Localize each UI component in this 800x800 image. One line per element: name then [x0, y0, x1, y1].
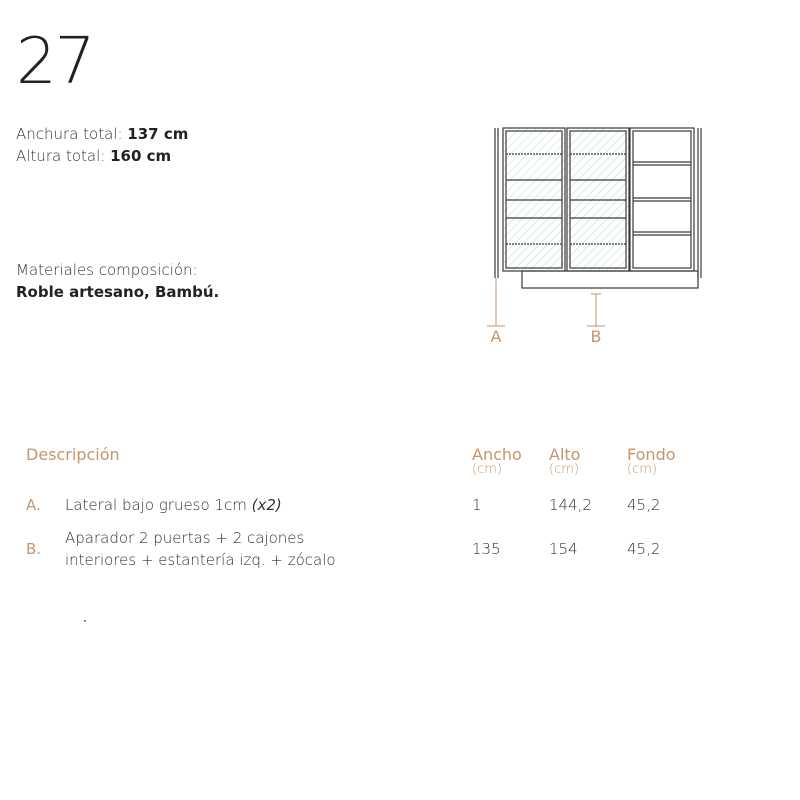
- header-description: Descripción: [26, 445, 120, 464]
- row-b-letter: B.: [26, 540, 42, 558]
- marker-a-label: A: [490, 327, 502, 346]
- row-a-description: [65, 494, 282, 516]
- materials-label: Materiales composición:: [16, 261, 198, 279]
- header-height: [549, 445, 580, 477]
- row-a-depth: 45,2: [627, 496, 661, 514]
- plinth: [522, 271, 698, 288]
- size-specs: [16, 123, 188, 167]
- row-a-height: 144,2: [549, 496, 592, 514]
- total-width-label: Anchura total:: [16, 125, 123, 143]
- row-b-description-line2: interiores + estantería izq. + zócalo: [65, 551, 336, 569]
- row-a-description-text: Lateral bajo grueso 1cm: [65, 496, 247, 514]
- row-b-depth: 45,2: [627, 540, 661, 558]
- total-width-value: 137 cm: [127, 125, 189, 143]
- row-a-width: 1: [472, 496, 482, 514]
- header-height-unit: (cm): [549, 462, 579, 477]
- header-width-label: Ancho: [472, 445, 522, 464]
- materials: [16, 259, 219, 303]
- total-height: [16, 145, 188, 167]
- header-depth-unit: (cm): [627, 462, 657, 477]
- row-a-letter: A.: [26, 496, 41, 514]
- header-height-label: Alto: [549, 445, 581, 464]
- header-width: [472, 445, 522, 477]
- row-b-description: [65, 527, 336, 571]
- header-width-unit: (cm): [472, 462, 502, 477]
- open-shelving: [630, 128, 694, 271]
- header-depth-label: Fondo: [627, 445, 676, 464]
- row-b-width: 135: [472, 540, 501, 558]
- marker-b-label: B: [590, 327, 602, 346]
- row-b-description-line1: Aparador 2 puertas + 2 cajones: [65, 529, 305, 547]
- materials-value: Roble artesano, Bambú.: [16, 283, 220, 301]
- furniture-diagram: [470, 118, 710, 348]
- page-number: 27: [16, 25, 94, 99]
- row-a-quantity: (x2): [251, 496, 282, 514]
- total-height-label: Altura total:: [16, 147, 106, 165]
- row-b-height: 154: [549, 540, 578, 558]
- total-height-value: 160 cm: [110, 147, 172, 165]
- header-depth: [627, 445, 676, 477]
- total-width: [16, 123, 188, 145]
- stray-dot: [84, 620, 86, 622]
